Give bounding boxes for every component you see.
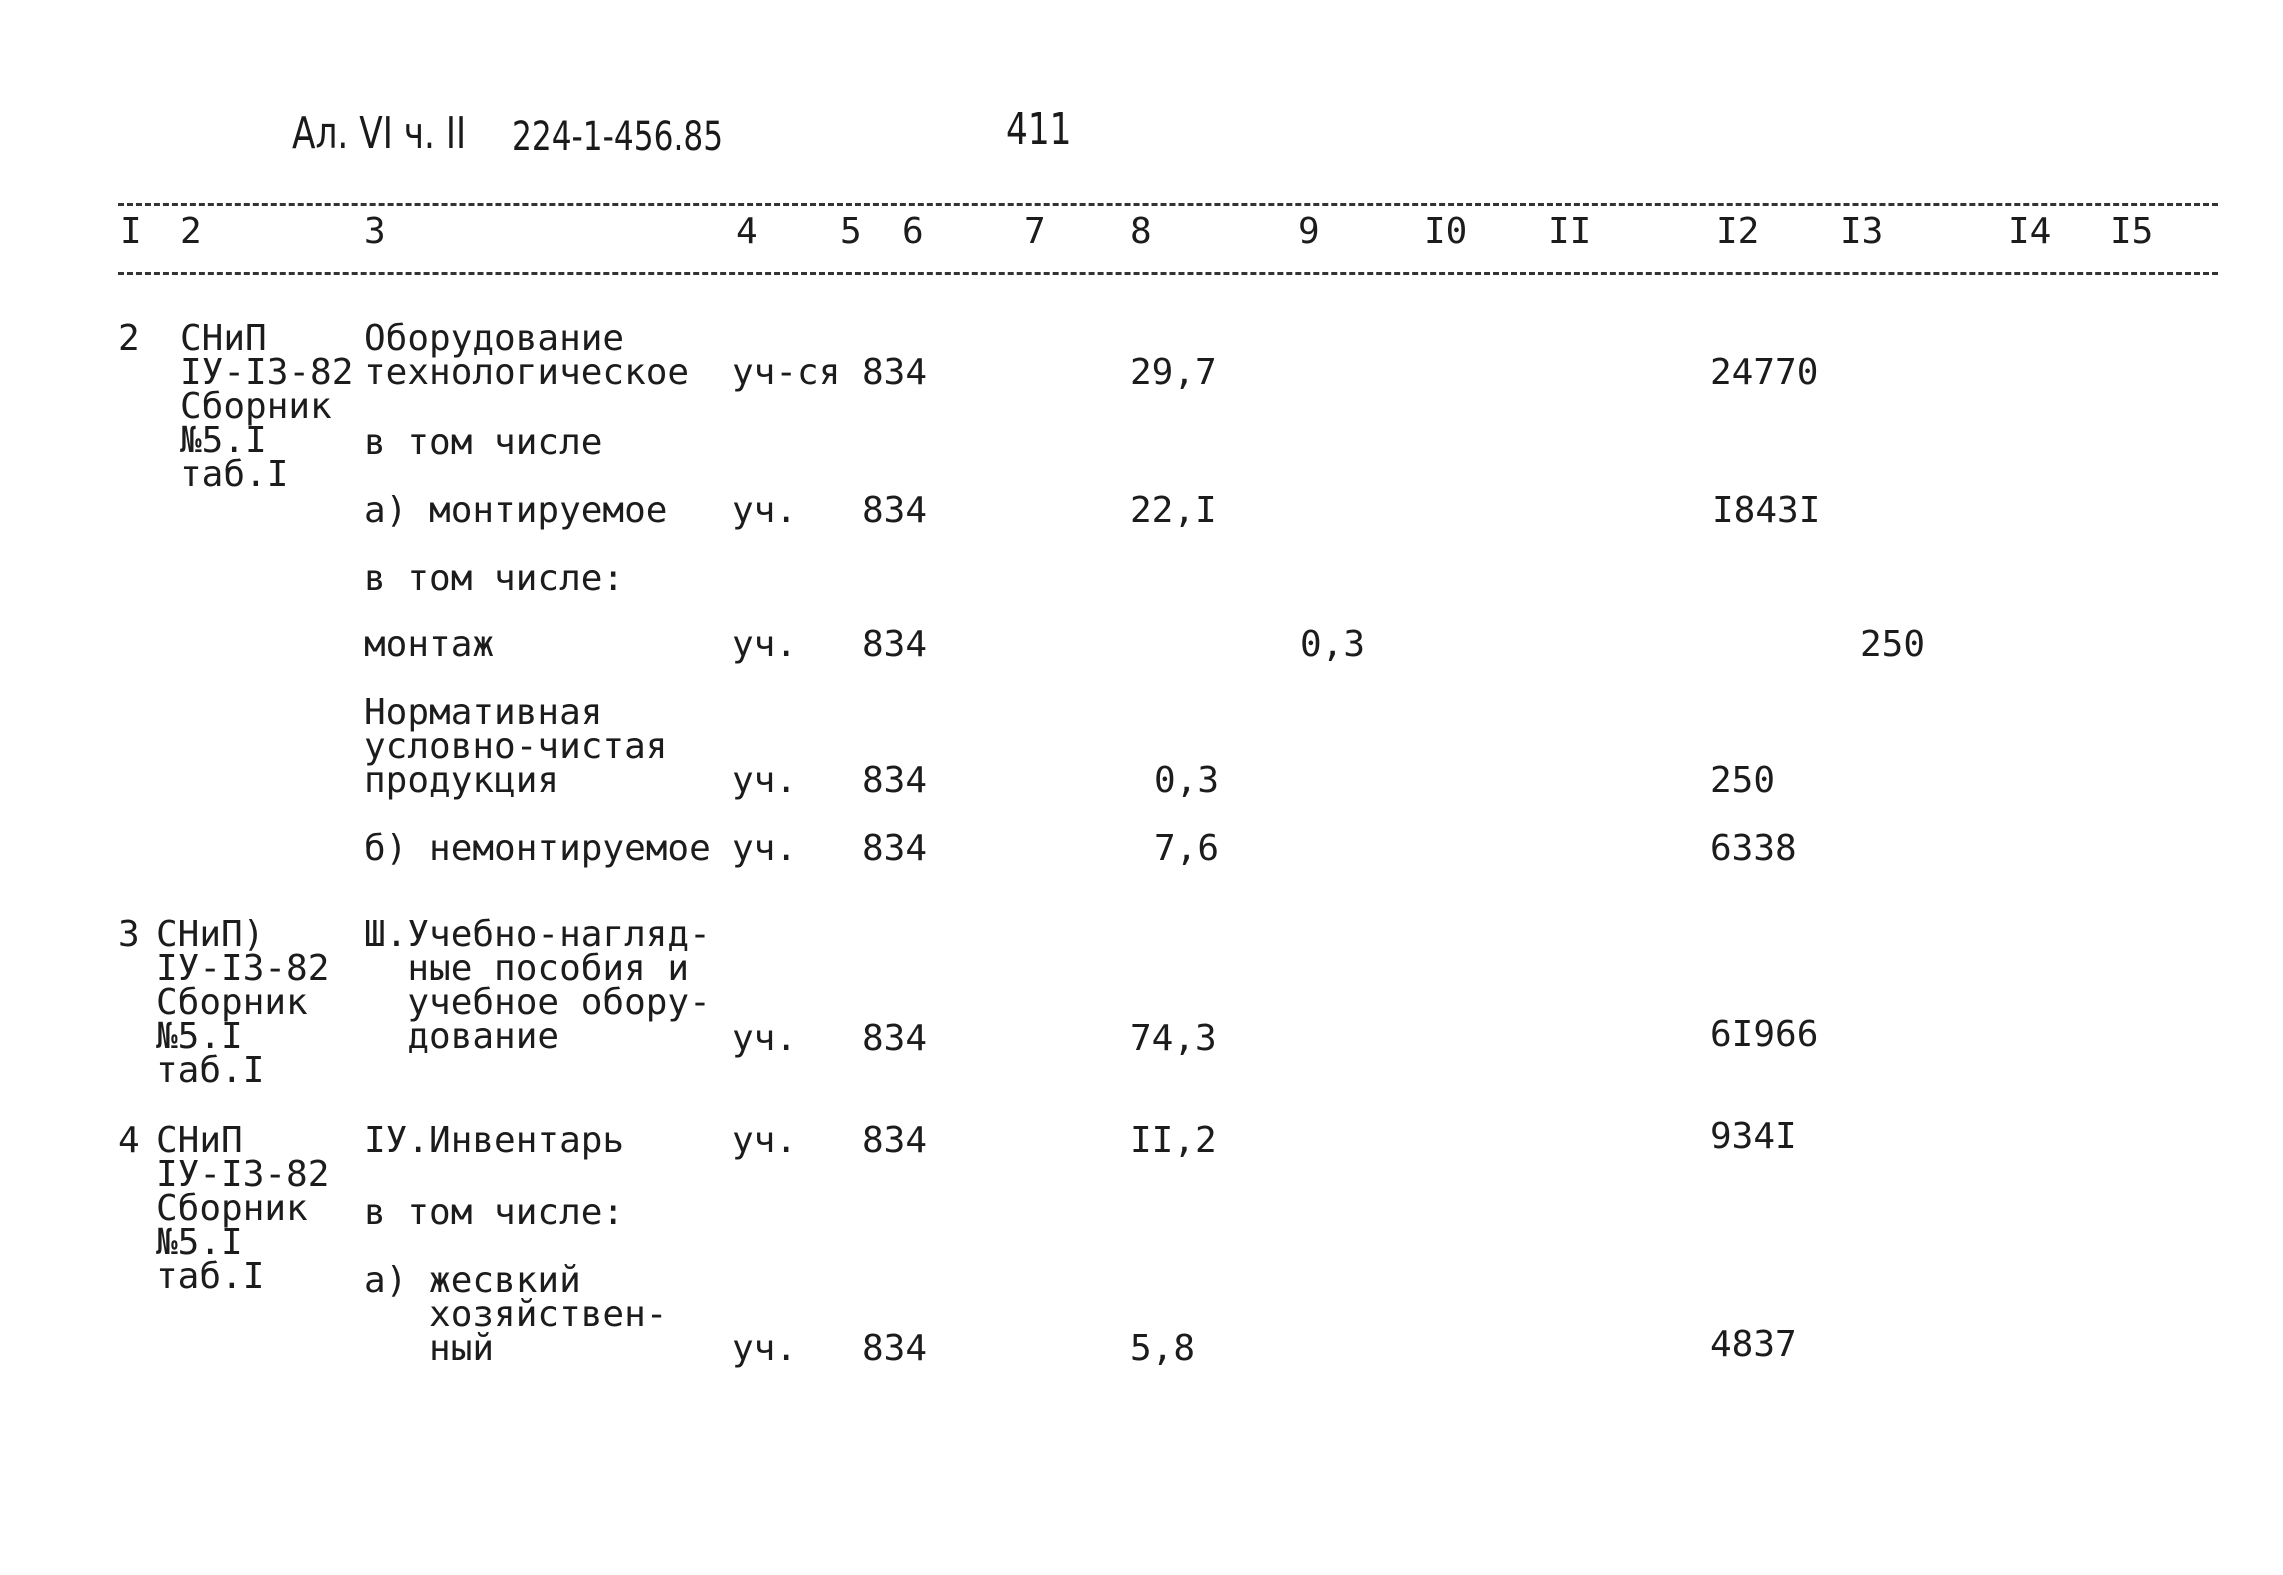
item-name: а) монтируемое xyxy=(364,490,668,531)
unit: уч. xyxy=(732,490,798,531)
item-name: в том числе xyxy=(364,422,603,463)
value-col-8: 29,7 xyxy=(1130,352,1217,393)
value-col-12: 934I xyxy=(1710,1116,1797,1157)
col-num-15: I5 xyxy=(2110,211,2154,252)
unit: уч. xyxy=(732,760,798,801)
quantity: 834 xyxy=(862,760,928,801)
col-num-3: 3 xyxy=(364,211,386,252)
value-col-12: 24770 xyxy=(1710,352,1819,393)
col-num-7: 7 xyxy=(1024,211,1046,252)
item-name: а) жесвкий хозяйствен- ный xyxy=(364,1260,668,1369)
quantity: 834 xyxy=(862,828,928,869)
quantity: 834 xyxy=(862,490,928,531)
project-code: 224-1-456.85 xyxy=(512,114,724,160)
unit: уч-ся xyxy=(732,352,841,393)
col-num-8: 8 xyxy=(1130,211,1152,252)
col-num-12: I2 xyxy=(1716,211,1760,252)
col-num-5: 5 xyxy=(840,211,862,252)
unit: уч. xyxy=(732,828,798,869)
item-name: Ш.Учебно-нагляд- ные пособия и учебное обору- дование xyxy=(364,914,711,1057)
quantity: 834 xyxy=(862,1018,928,1059)
value-col-12: 250 xyxy=(1710,760,1776,801)
col-num-10: I0 xyxy=(1424,211,1468,252)
item-name: монтаж xyxy=(364,624,495,665)
unit: уч. xyxy=(732,624,798,665)
col-num-14: I4 xyxy=(2008,211,2052,252)
item-name: в том числе: xyxy=(364,558,625,599)
item-name: Оборудование технологическое xyxy=(364,318,690,393)
col-num-1: I xyxy=(120,211,142,252)
value-col-13: 250 xyxy=(1860,624,1926,665)
value-col-8: 22,I xyxy=(1130,490,1217,531)
unit: уч. xyxy=(732,1120,798,1161)
source-reference: СНиП IУ-I3-82 Сборник №5.I таб.I xyxy=(156,1120,330,1297)
quantity: 834 xyxy=(862,1120,928,1161)
header-rule-top xyxy=(118,203,2218,206)
value-col-12: 4837 xyxy=(1710,1324,1797,1365)
value-col-8: 0,3 xyxy=(1154,760,1220,801)
value-col-9: 0,3 xyxy=(1300,624,1366,665)
value-col-8: 7,6 xyxy=(1154,828,1220,869)
header-rule-bottom xyxy=(118,272,2218,275)
source-reference: СНиП) IУ-I3-82 Сборник №5.I таб.I xyxy=(156,914,330,1091)
col-num-11: II xyxy=(1548,211,1592,252)
col-num-9: 9 xyxy=(1298,211,1320,252)
album-reference: Ал. VI ч. II xyxy=(292,108,467,159)
item-name: б) немонтируемое xyxy=(364,828,711,869)
value-col-8: 74,3 xyxy=(1130,1018,1217,1059)
col-num-2: 2 xyxy=(180,211,202,252)
col-num-4: 4 xyxy=(736,211,758,252)
unit: уч. xyxy=(732,1018,798,1059)
col-num-13: I3 xyxy=(1840,211,1884,252)
item-name: в том числе: xyxy=(364,1192,625,1233)
row-number: 3 xyxy=(118,914,140,955)
row-number: 2 xyxy=(118,318,140,359)
source-reference: СНиП IУ-I3-82 Сборник №5.I таб.I xyxy=(180,318,354,495)
quantity: 834 xyxy=(862,1328,928,1369)
quantity: 834 xyxy=(862,352,928,393)
value-col-8: 5,8 xyxy=(1130,1328,1196,1369)
quantity: 834 xyxy=(862,624,928,665)
item-name: Нормативная условно-чистая продукция xyxy=(364,692,668,801)
value-col-12: I843I xyxy=(1712,490,1821,531)
value-col-12: 6338 xyxy=(1710,828,1797,869)
page-number: 411 xyxy=(1006,104,1072,155)
unit: уч. xyxy=(732,1328,798,1369)
col-num-6: 6 xyxy=(902,211,924,252)
value-col-12: 6I966 xyxy=(1710,1014,1819,1055)
row-number: 4 xyxy=(118,1120,140,1161)
value-col-8: II,2 xyxy=(1130,1120,1217,1161)
item-name: IУ.Инвентарь xyxy=(364,1120,625,1161)
